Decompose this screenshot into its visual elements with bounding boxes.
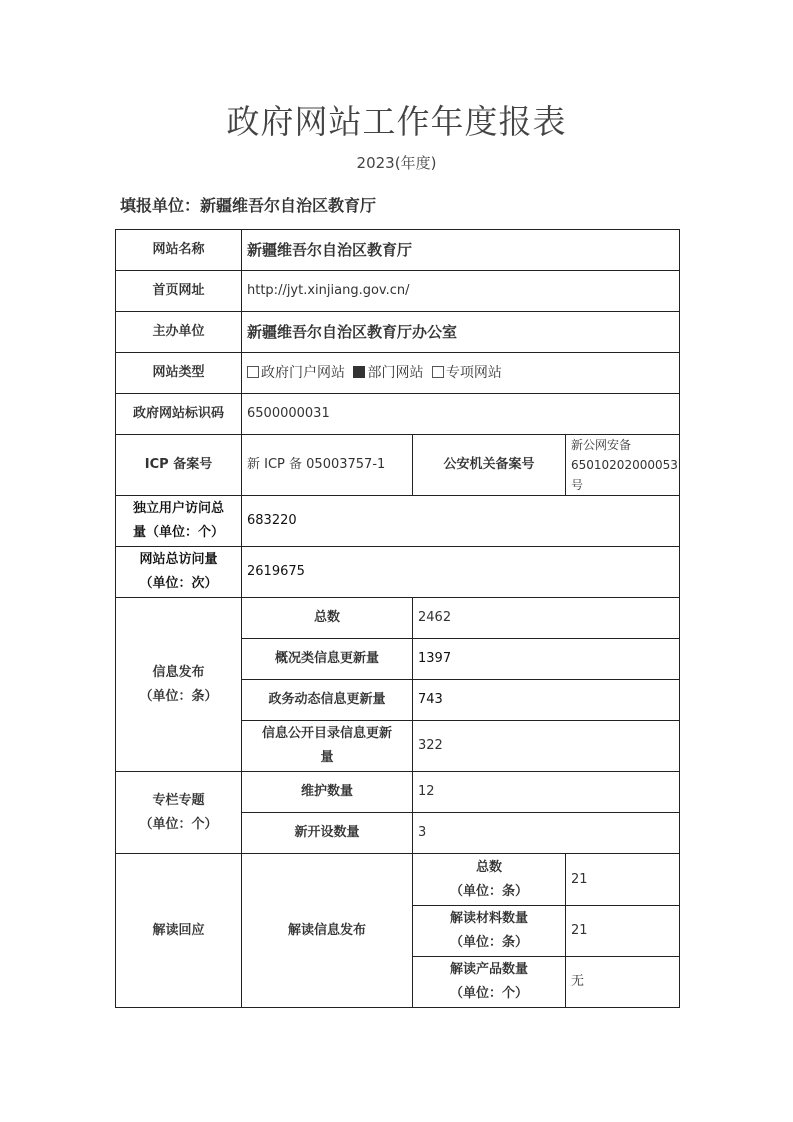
site-type-label: 网站类型 bbox=[116, 353, 242, 394]
reporting-unit: 填报单位：新疆维吾尔自治区教育厅 bbox=[120, 196, 377, 215]
news-update-label: 政务动态信息更新量 bbox=[242, 680, 413, 721]
interpretation-publish-label: 解读信息发布 bbox=[242, 854, 413, 1008]
page-title: 政府网站工作年度报表 bbox=[226, 102, 567, 141]
report-year: 2023(年度) bbox=[356, 154, 437, 172]
table-row bbox=[116, 312, 680, 353]
report-table bbox=[115, 229, 680, 1008]
info-total-value: 2462 bbox=[413, 598, 680, 639]
police-label: 公安机关备案号 bbox=[413, 435, 566, 496]
unique-visitors-value: 683220 bbox=[242, 496, 680, 547]
sponsor-label: 主办单位 bbox=[116, 312, 242, 353]
table-row bbox=[116, 496, 680, 547]
icp-label: ICP 备案号 bbox=[116, 435, 242, 496]
total-visits-label: 网站总访问量 （单位：次） bbox=[116, 547, 242, 598]
table-row bbox=[116, 271, 680, 312]
site-id-label: 政府网站标识码 bbox=[116, 394, 242, 435]
checkbox-unchecked-icon bbox=[247, 366, 259, 378]
columns-label: 专栏专题 （单位：个） bbox=[116, 772, 242, 854]
site-type-options bbox=[242, 353, 680, 394]
sponsor-value: 新疆维吾尔自治区教育厅办公室 bbox=[242, 312, 680, 353]
overview-update-value: 1397 bbox=[413, 639, 680, 680]
interp-products-value: 无 bbox=[566, 957, 680, 1008]
columns-new-value: 3 bbox=[413, 813, 680, 854]
interp-total-label: 总数 （单位：条） bbox=[413, 854, 566, 906]
catalog-update-label: 信息公开目录信息更新 量 bbox=[242, 721, 413, 772]
total-visits-value: 2619675 bbox=[242, 547, 680, 598]
interp-materials-label: 解读材料数量 （单位：条） bbox=[413, 906, 566, 957]
table-row bbox=[116, 854, 680, 906]
checkbox-unchecked-icon bbox=[432, 366, 444, 378]
checkbox-checked-icon bbox=[353, 366, 365, 378]
interp-total-value: 21 bbox=[566, 854, 680, 906]
columns-new-label: 新开设数量 bbox=[242, 813, 413, 854]
table-row bbox=[116, 772, 680, 813]
homepage-label: 首页网址 bbox=[116, 271, 242, 312]
site-type-option-department: 部门网站 bbox=[353, 365, 423, 381]
columns-maintained-value: 12 bbox=[413, 772, 680, 813]
table-row bbox=[116, 435, 680, 496]
site-id-value: 6500000031 bbox=[242, 394, 680, 435]
icp-value: 新 ICP 备 05003757-1 bbox=[242, 435, 413, 496]
table-row bbox=[116, 353, 680, 394]
overview-update-label: 概况类信息更新量 bbox=[242, 639, 413, 680]
info-publish-label: 信息发布 （单位：条） bbox=[116, 598, 242, 772]
site-name-label: 网站名称 bbox=[116, 230, 242, 271]
table-row bbox=[116, 230, 680, 271]
homepage-value: http://jyt.xinjiang.gov.cn/ bbox=[242, 271, 680, 312]
unique-visitors-label: 独立用户访问总 量（单位：个） bbox=[116, 496, 242, 547]
table-row bbox=[116, 598, 680, 639]
table-row bbox=[116, 394, 680, 435]
interp-materials-value: 21 bbox=[566, 906, 680, 957]
news-update-value: 743 bbox=[413, 680, 680, 721]
police-value: 新公网安备 65010202000053 号 bbox=[566, 435, 680, 496]
table-row bbox=[116, 547, 680, 598]
info-total-label: 总数 bbox=[242, 598, 413, 639]
columns-maintained-label: 维护数量 bbox=[242, 772, 413, 813]
catalog-update-value: 322 bbox=[413, 721, 680, 772]
interp-products-label: 解读产品数量 （单位：个） bbox=[413, 957, 566, 1008]
interpretation-label: 解读回应 bbox=[116, 854, 242, 1008]
site-type-option-portal: 政府门户网站 bbox=[247, 365, 345, 381]
site-type-option-special: 专项网站 bbox=[432, 365, 502, 381]
site-name-value: 新疆维吾尔自治区教育厅 bbox=[242, 230, 680, 271]
